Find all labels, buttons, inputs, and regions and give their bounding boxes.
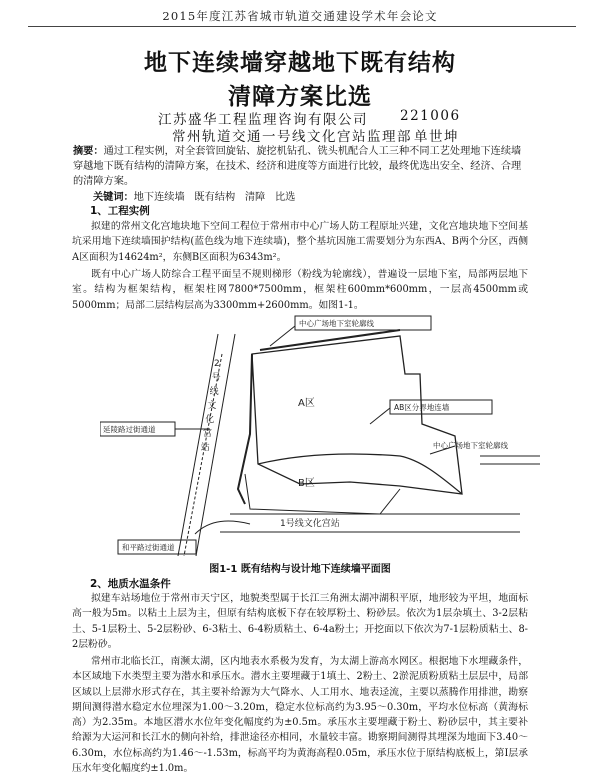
fig-label-line2-char: 号	[211, 373, 221, 383]
figure-caption: 图1-1 既有结构与设计地下连续墙平面图	[209, 564, 391, 575]
section-1-paragraph-2: 既有中心广场人防综合工程平面呈不规则梯形（粉线为轮廓线），普遍设一层地下室，局部两层地下室。结构为框架结构，框架柱网7800*7500mm，框架柱600mm*600mm，一层高4500mm或5000mm；局部二层结构层高为3300mm+2600mm。如图1-1。	[72, 269, 528, 311]
postcode: 221006	[400, 108, 461, 124]
section-1-heading: 1、工程实例	[90, 205, 150, 217]
keywords	[93, 188, 295, 203]
fig-label-line2-char: 站	[200, 443, 210, 453]
abstract	[73, 144, 523, 189]
fig-label-wall: AB区分界地连墙	[394, 403, 450, 412]
west-wall	[238, 354, 252, 504]
line2-hatch	[184, 354, 222, 556]
affiliation-1: 江苏盛华工程监理咨询有限公司	[158, 112, 368, 128]
fig-label-zone-a: A区	[298, 398, 315, 409]
leader-top	[270, 326, 295, 346]
header-rule	[28, 26, 576, 27]
abstract-text: 通过工程实例，对全套管回旋钻、旋挖机钻孔、铣头机配合人工三种不同工艺处理地下连续墙穿越地下既有结构的清障方案，在技术、经济和进度等方面进行比较，最终优选出安全、经济、合理的清障方案。	[73, 146, 522, 187]
fig-label-zone-b: B区	[298, 478, 315, 489]
north-wall	[260, 330, 400, 350]
fig-label-heping: 和平路过街通道	[122, 543, 175, 552]
fig-label-line2-char: 文	[207, 401, 217, 411]
abstract-label: 摘要：	[73, 146, 104, 157]
fig-label-line2-char: 2	[214, 359, 220, 369]
fig-label-line2-char: 化	[205, 415, 215, 425]
site-plan-figure	[100, 314, 540, 556]
keywords-items: 地下连续墙 既有结构 清障 比选	[133, 192, 296, 203]
fig-label-center2: 中心广场地下室轮廓线	[433, 441, 508, 450]
leader-wall	[370, 408, 390, 424]
east-passage	[480, 456, 540, 464]
section-1-paragraph-1: 拟建的常州文化宫地块地下空间工程位于常州市中心广场人防工程原址兴建，文化宫地块地下空间基坑采用地下连续墙围护结构(蓝色线为地下连续墙)，整个基坑因施工需要划分为东西A、B两个分区，西侧A区面积为14624m²，东侧B区面积为6343m²。	[72, 221, 528, 263]
ab-divider-wall	[258, 454, 462, 494]
fig-label-line2-char: 宫	[203, 429, 213, 439]
affiliation-2: 常州轨道交通一号线文化宫站监理部	[172, 129, 412, 145]
section-2-paragraph-2: 常州市北临长江，南濒太湖，区内地表水系极为发育，为太湖上游高水网区。根据地下水埋藏条件，本区域地下水类型主要为潜水和承压水。潜水主要埋藏于1填土、2粉土、2淤泥质粉质粘土层层中，局部区域以上层滞水形式存在，其主要补给源为大气降水、人工用水、地表迳流，主要以蒸腾作用排泄，勘察期间测得潜水稳定水位埋深为1.00～3.20m，稳定水位标高约为3.95～0.30m，平均水位标高（黄海标高）为2.35m。本地区潜水水位年变化幅度约为±0.5m。承压水主要埋藏于粉土、粉砂层中，其主要补给源为大运河和长江水的侧向补给，排泄途径亦相同，水量较丰富。勘察期间测得其埋深为地面下3.40～6.30m，水位标高约为1.46～-1.53m，标高平均为黄海高程0.05m，承压水位于原结构底板上，第Ⅰ层承压水年变化幅度约±1.0m。	[72, 656, 528, 775]
keywords-label: 关键词：	[93, 192, 134, 203]
fig-label-yanling: 延陵路过街通道	[103, 425, 156, 434]
fig-label-line1: 1号线文化宫站	[280, 519, 340, 529]
paper-title-line1: 地下连续墙穿越地下既有结构	[144, 50, 456, 76]
section-2-paragraph-1: 拟建车站场地位于常州市天宁区，地貌类型属于长江三角洲太湖冲湖积平原，地形较为平坦，地面标高一般为5m。以粘土上层为主，但原有结构底板下存在较厚粉土、粉砂层。依次为1层杂填土、3-2层粘土、5-1层粉土、5-2层粉砂、6-3粘土、6-4粉质粘土、6-4a粉土；开挖面以下依次为7-1层粉质粘土、8-2层粉砂。	[72, 593, 528, 650]
fig-label-top: 中心广场地下室轮廓线	[299, 319, 374, 328]
author-name: 单世坤	[414, 129, 459, 145]
running-header: 2015年度江苏省城市轨道交通建设学术年会论文	[162, 9, 438, 23]
paper-title-line2: 清障方案比选	[228, 84, 372, 110]
zone-b-outline	[245, 474, 400, 514]
section-2-heading: 2、地质水温条件	[90, 578, 171, 590]
line2-edge-left	[178, 334, 218, 556]
fig-label-line2-char: 线	[209, 387, 219, 397]
